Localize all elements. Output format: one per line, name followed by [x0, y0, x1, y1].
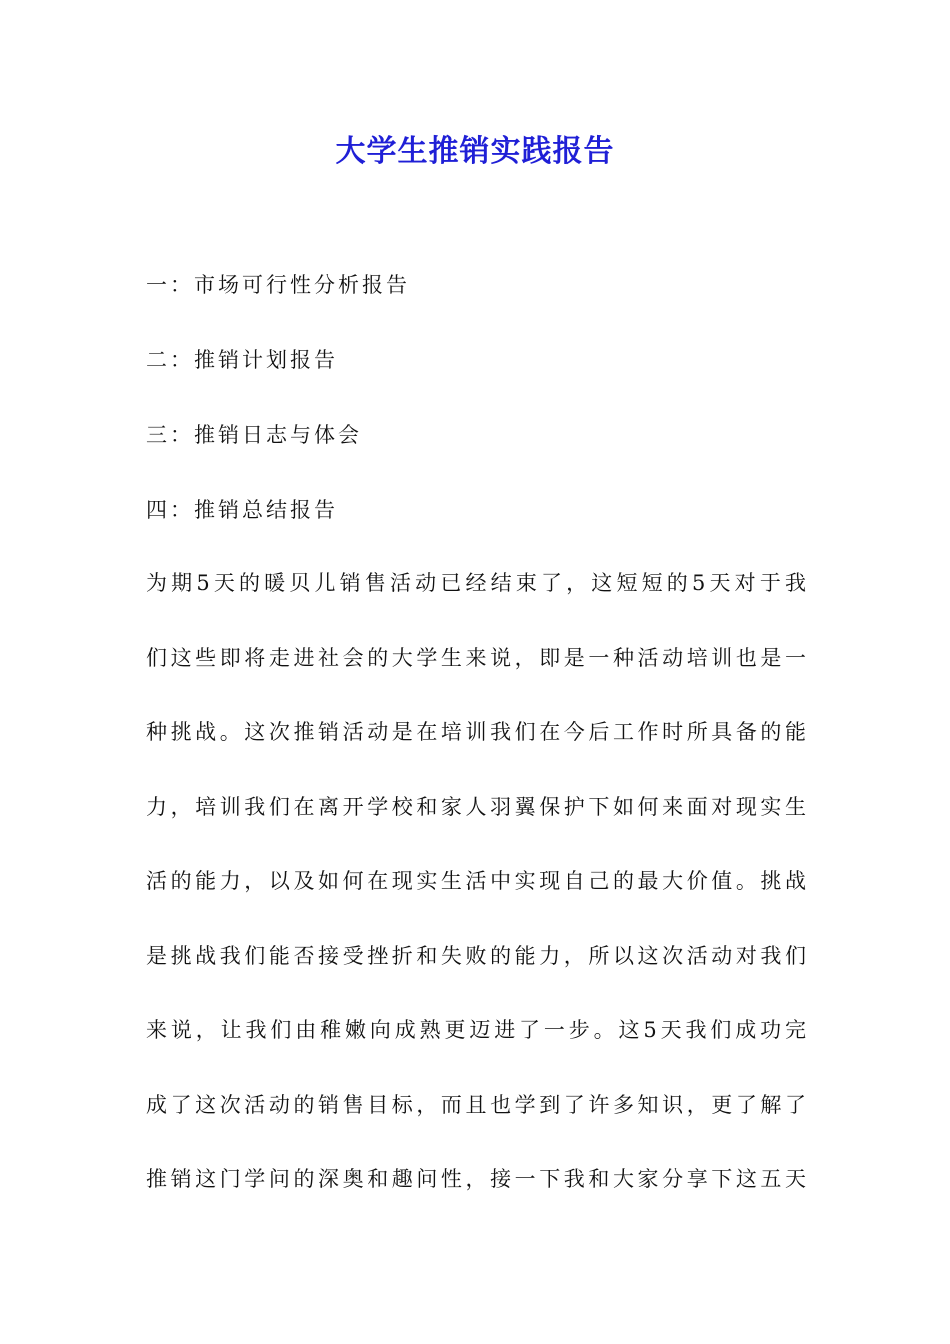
- toc-item-2: 二：推销计划报告: [146, 348, 338, 372]
- paragraph-line: 是挑战我们能否接受挫折和失败的能力，所以这次活动对我们: [146, 943, 806, 968]
- paragraph-line: 活的能力，以及如何在现实生活中实现自己的最大价值。挑战: [146, 869, 806, 893]
- toc-item-4: 四：推销总结报告: [146, 498, 338, 522]
- toc-item-1: 一：市场可行性分析报告: [146, 273, 410, 297]
- paragraph-line: 推销这门学问的深奥和趣问性，接一下我和大家分享下这五天: [146, 1167, 806, 1191]
- paragraph-line: 来说，让我们由稚嫩向成熟更迈进了一步。这5天我们成功完: [146, 1018, 806, 1042]
- paragraph-line: 为期5天的暖贝儿销售活动已经结束了，这短短的5天对于我: [146, 571, 806, 595]
- paragraph-line: 们这些即将走进社会的大学生来说，即是一种活动培训也是一: [146, 645, 806, 670]
- table-of-contents: [146, 268, 826, 568]
- paragraph-line: 种挑战。这次推销活动是在培训我们在今后工作时所具备的能: [146, 720, 806, 744]
- paragraph-line: 力，培训我们在离开学校和家人羽翼保护下如何来面对现实生: [146, 794, 806, 819]
- toc-item-3: 三：推销日志与体会: [146, 423, 362, 447]
- paragraph-line: 成了这次活动的销售目标，而且也学到了许多知识，更了解了: [146, 1092, 806, 1117]
- body-paragraph: [146, 566, 806, 1237]
- document-title: 大学生推销实践报告: [335, 134, 615, 169]
